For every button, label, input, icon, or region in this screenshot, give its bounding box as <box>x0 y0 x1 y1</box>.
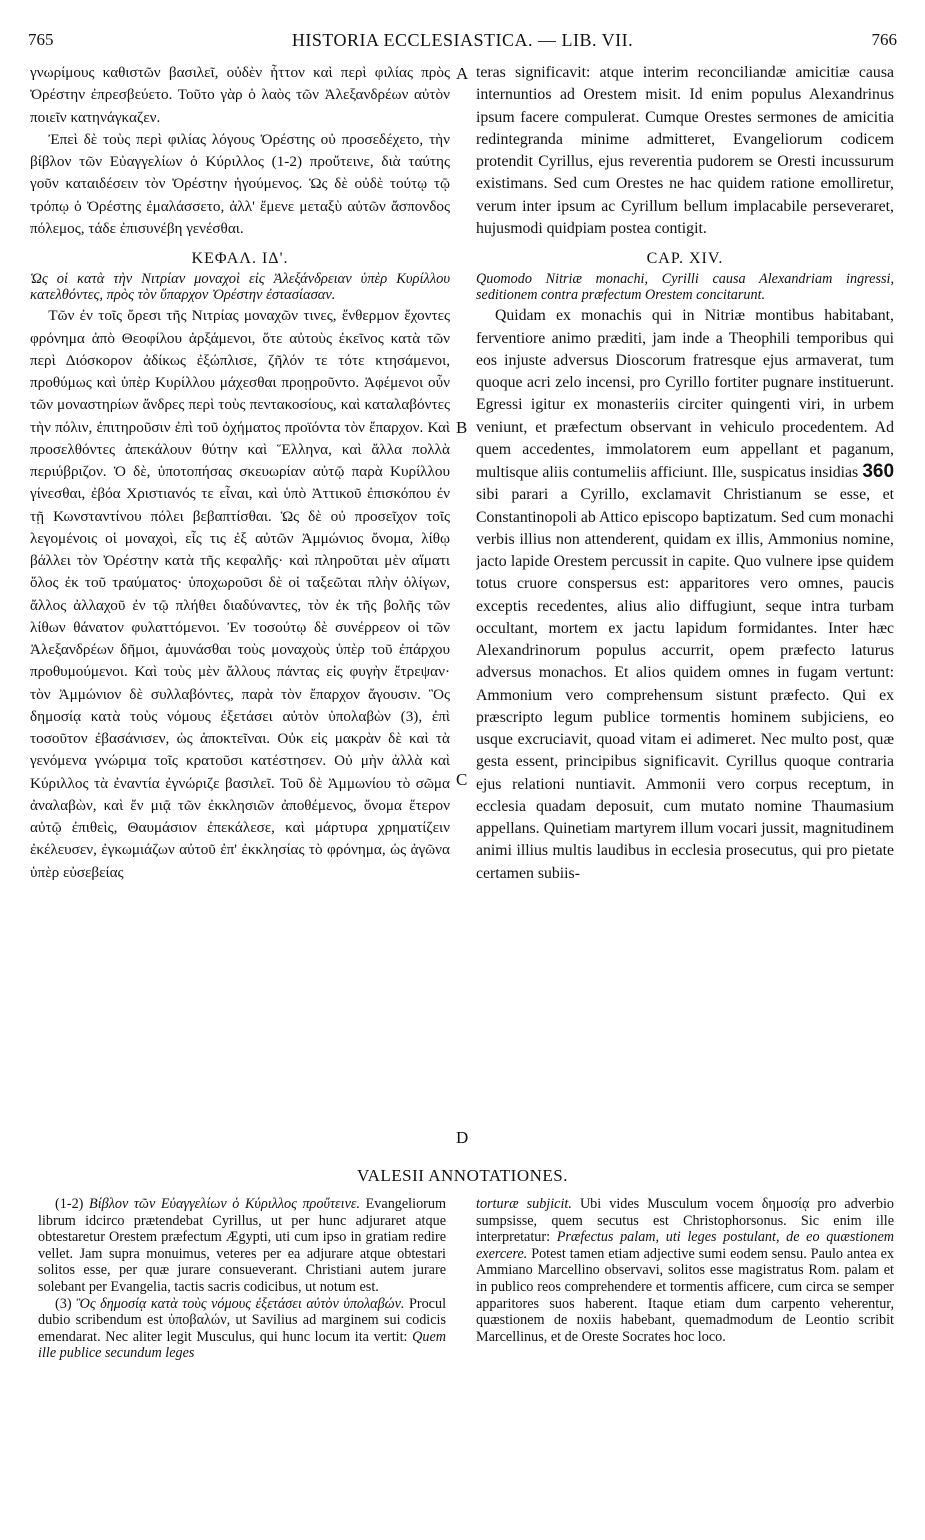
margin-letter-b: B <box>456 418 468 437</box>
note-3-greek: Ὃς δημοσίᾳ κατὰ τοὺς νόμους ἐξετάσει αὐτὸν ὑπολαβών. <box>76 1295 405 1312</box>
note-3-commentary-1: Ubi vides Musculum vocem δημοσίᾳ pro adverbio sumpsisse, quem secutus est Christophorsonus. Sic enim ille interpretatur: <box>476 1196 894 1246</box>
margin-letter-c: C <box>456 770 468 789</box>
note-3-number: (3) <box>55 1295 72 1312</box>
annotations-right-column <box>476 1196 894 1496</box>
page-number-left: 765 <box>28 30 54 49</box>
note-3-quote-christophorson: Præfectus palam, uti leges postulant, de eo quæstionem exercere. <box>476 1229 894 1262</box>
annotation-note-3 <box>38 1296 446 1362</box>
latin-column <box>476 62 894 1154</box>
greek-column <box>30 62 450 1154</box>
note-3-quote-end: torturæ subjicit. <box>476 1196 572 1212</box>
note-3-text: Procul dubio scribendum est ὑποβαλών, ut Savilius ad marginem sui codicis emendarat. Nec aliter legit Musculus, qui hunc locum ita vertit: <box>38 1295 446 1345</box>
greek-paragraph-1: γνωρίμους καθιστῶν βασιλεῖ, οὐδὲν ἧττον καὶ περὶ φιλίας πρὸς Ὀρέστην ἐπρεσβεύετο. Τοῦτο γὰρ ὁ λαὸς τῶν Ἀλεξανδρέων αὐτὸν ποιεῖν κατηνάγκαζεν. <box>30 64 450 126</box>
note-1-greek: Βίβλον τῶν Εὐαγγελίων ὁ Κύριλλος προὔτεινε. <box>89 1196 361 1212</box>
latin-chapter-heading: CAP. XIV. <box>646 250 724 267</box>
latin-body-part-a: Quidam ex monachis qui in Nitriæ montibus habitabant, ferventiore animo præditi, jam inde a Theophili temporibus qui eos injuste adversus Dioscorum fratresque ejus armaverat, tum quoque acri zelo incensi, pro Cyrillo fortiter pugnare instituerunt. Egressi igitur ex monasteriis circiter quingenti viri, in urbem veniunt, et præfectum observant in vehiculo procedentem. Ad quem accedentes, immolatorem eum appellant et paganum, multisque aliis contumeliis afficiunt. Ille, suspicatus insidias <box>476 307 894 481</box>
note-3-commentary-2: Potest tamen etiam adjective sumi eodem sensu. Paulo antea ex Ammiano Marcellino observavi, solitos esse magistratus Rom. palam et in publico reos comprehendere et tormentis afficere, cum circa se semper apparitores suos haberent. Itaque etiam dum carpento veherentur, quæstionem de noxiis habebant, quemadmodum de Leontio scribit Marcellinus, et de Oreste Socrates hoc loco. <box>476 1245 894 1345</box>
column-number-marker: 360 <box>862 461 894 482</box>
greek-chapter-heading: ΚΕΦΑΛ. ΙΔ'. <box>191 250 289 267</box>
latin-chapter-summary: Quomodo Nitriæ monachi, Cyrilli causa Alexandriam ingressi, seditionem contra præfectum Orestem concitarunt. <box>476 271 894 304</box>
annotation-note-3-continued <box>476 1196 894 1345</box>
note-1-text: Evangeliorum librum idcirco prætendebat Cyrillus, ut per hunc adjuraret atque obtestaretur Orestem præfectum Ægypti, uti cum ipso in gratiam redire vellet. Jam supra monuimus, veteres per ea adjurare atque obtestari solitos esse, per quæ jurare consueverant. Christiani autem jurare solebant per Evangelia, tactis sacris codicibus, ut notum est. <box>38 1196 446 1295</box>
running-header <box>24 30 901 56</box>
page-number-right: 766 <box>871 30 897 49</box>
latin-paragraph-1 <box>476 62 894 240</box>
latin-body <box>476 305 894 885</box>
greek-paragraph-2: Ἐπεὶ δὲ τοὺς περὶ φιλίας λόγους Ὀρέστης οὐ προσεδέχετο, τὴν βίβλον τῶν Εὐαγγελίων ὁ Κύριλλος (1-2) προὔτεινε, διὰ ταύτης γοῦν καταιδέσειν τὸν Ὀρέστην ἡγούμενος. Ὡς δὲ οὐδὲ τούτῳ τῷ τρόπῳ ὁ Ὀρέστης ἐμαλάσσετο, ἀλλ' ἔμενε μεταξὺ αὐτῶν ἄσπονδος πόλεμος, τάδε ἐπισυνέβη γενέσθαι. <box>30 130 450 237</box>
annotation-note-1 <box>38 1196 446 1296</box>
note-1-number: (1-2) <box>55 1196 84 1212</box>
latin-paragraph-1-text: teras significavit: atque interim reconciliandæ amicitiæ causa internuntios ad Orestem misit. Id enim populus Alexandrinus ipsum facere compulerat. Cumque Orestes sermones de amicitia redintegranda minime admitteret, Evangeliorum codicem protendit Cyrillus, ejus reverentia pudorem se Oresti incussurum existimans. Sed cum Orestes ne hac quidem ratione emolliretur, verum inter ipsum ac Cyrillum bellum implacabile perseveraret, hujusmodi quidpiam postea contigit. <box>476 64 894 237</box>
running-title: HISTORIA ECCLESIASTICA. — LIB. VII. <box>291 30 634 50</box>
annotations-left-column <box>38 1196 446 1496</box>
annotations-title: VALESII ANNOTATIONES. <box>357 1166 568 1185</box>
margin-letter-a: A <box>456 64 469 83</box>
greek-body: Τῶν ἐν τοῖς ὄρεσι τῆς Νιτρίας μοναχῶν τινες, ἔνθερμον ἔχοντες φρόνημα ἀπὸ Θεοφίλου ἀρξάμενοι, ὅτε αὐτοὺς ἐκεῖνος κατὰ τῶν περὶ Διόσκορον ἀδίκως ἐξώπλισε, ζῆλόν τε τότε κτησάμενοι, προθύμως καὶ ὑπὲρ Κυρίλλου μάχεσθαι προῃροῦντο. Ἀφέμενοι οὖν τῶν μοναστηρίων ἄνδρες περὶ τοὺς πεντακοσίους, καὶ καταλαβόντες τὴν πόλιν, ἐπιτηροῦσιν ἐπὶ τοῦ ὀχήματος προϊόντα τὸν ἔπαρχον. Καὶ προσελθόντες ἀπεκάλουν θύτην καὶ Ἕλληνα, καὶ ἄλλα πολλὰ περιύβριζον. Ὁ δὲ, ὑποτοπήσας σκευωρίαν αὐτῷ παρὰ Κυρίλλου γίνεσθαι, ἐβόα Χριστιανός τε εἶναι, καὶ ὑπὸ Ἀττικοῦ ἐπισκόπου ἐν τῇ Κωνσταντίνου πόλει βεβαπτίσθαι. Ὡς δὲ οὐ προσεῖχον τοῖς λεγομένοις οἱ μοναχοὶ, εἷς τις ἐξ αὐτῶν Ἀμμώνιος ὄνομα, λίθῳ βάλλει τὸν Ὀρέστην κατὰ τῆς κεφαλῆς· καὶ πληροῦται μὲν αἵματι ὅλος ἐκ τοῦ τραύματος· ὑποχωροῦσι δὲ οἱ ταξεῶται πλὴν ὀλίγων, ἄλλος ἀλλαχοῦ ἐν τῷ πλήθει διαδύναντες, τὸν ἐκ τῆς βολῆς τῶν λίθων θάνατον φυλαττόμενοι. Ἐν τοσούτῳ δὲ συνέρρεον οἱ τῶν Ἀλεξανδρέων δῆμοι, ἀμυνάσθαι τοὺς μοναχοὺς ὑπὲρ τοῦ ἐπάρχου προθυμούμενοι. Καὶ τοὺς μὲν ἄλλους πάντας εἰς φυγὴν ἔτρεψαν· τὸν Ἀμμώνιον δὲ συλλαβόντες, παρὰ τὸν ἔπαρχον ἄγουσιν. Ὃς δημοσίᾳ κατὰ τοὺς νόμους ἐξετάσει αὐτὸν ὑπολαβὼν (3), ἐπὶ τοσοῦτον ἐβασάνισεν, ὡς ἀποκτεῖναι. Οὐκ εἰς μακρὰν δὲ καὶ τὰ γενόμενα γνώριμα τοῖς κρατοῦσι κατέστησεν. Οὐ μὴν ἀλλὰ καὶ Κύριλλος τὰ ἐναντία ἐγνώριζε βασιλεῖ. Τοῦ δὲ Ἀμμωνίου τὸ σῶμα ἀναλαβὼν, καὶ ἔν μιᾷ τῶν ἐκκλησιῶν ἀποθέμενος, ὄνομα ἕτερον αὐτῷ ἐπιθεὶς, Θαυμάσιον ἐπεκάλεσε, καὶ μάρτυρα χρηματίζειν ἐκέλευσεν, ἐγκωμιάζων αὐτοῦ ἐπ' ἐκκλησίας τὸ φρόνημα, ὡς ἀγῶνα ὑπὲρ εὐσεβείας <box>30 307 450 881</box>
margin-letter-d: D <box>456 1128 469 1147</box>
greek-chapter-summary: Ὡς οἱ κατὰ τὴν Νιτρίαν μοναχοὶ εἰς Ἀλεξάνδρειαν ὑπὲρ Κυρίλλου κατελθόντες, πρὸς τὸν ὕπαρχον Ὀρέστην ἐστασίασαν. <box>30 271 450 304</box>
latin-body-part-b: sibi parari a Cyrillo, exclamavit Christianum se esse, et Constantinopoli ab Attico episcopo baptizatum. Sed cum monachi verbis illius non attenderent, quidam ex illis, Ammonius nomine, jacto lapide Orestem percussit in capite. Quo vulnere ipse quidem totus cruore conspersus est: apparitores vero omnes, paucis exceptis recedentes, alius alio diffugiunt, seque intra turbam occultant, mortem ex jactu lapidum formidantes. Inter hæc Alexandrinorum populus accurrit, opem præfecto laturus adversus monachos. Et alios quidem omnes in fugam vertunt: Ammonium vero comprehensum sistunt præfecto. Qui ex præscripto legum publice tormentis hominem subjiciens, eo usque excruciavit, quoad vitam ei adimeret. Nec multo post, quæ gesta essent, principibus significavit. Cyrillus quoque contraria ejus relationi nuntiavit. Ammonii vero corpus receptum, in ecclesia quadam deposuit, cum mutato nomine Thaumasium appellans. Quinetiam martyrem illum vocari jussit, magnitudinem animi illius multis laudibus in ecclesia prosecutus, qui pro pietate certamen subiis- <box>476 486 894 882</box>
note-3-quote: Quem ille publice secundum leges <box>38 1328 446 1362</box>
